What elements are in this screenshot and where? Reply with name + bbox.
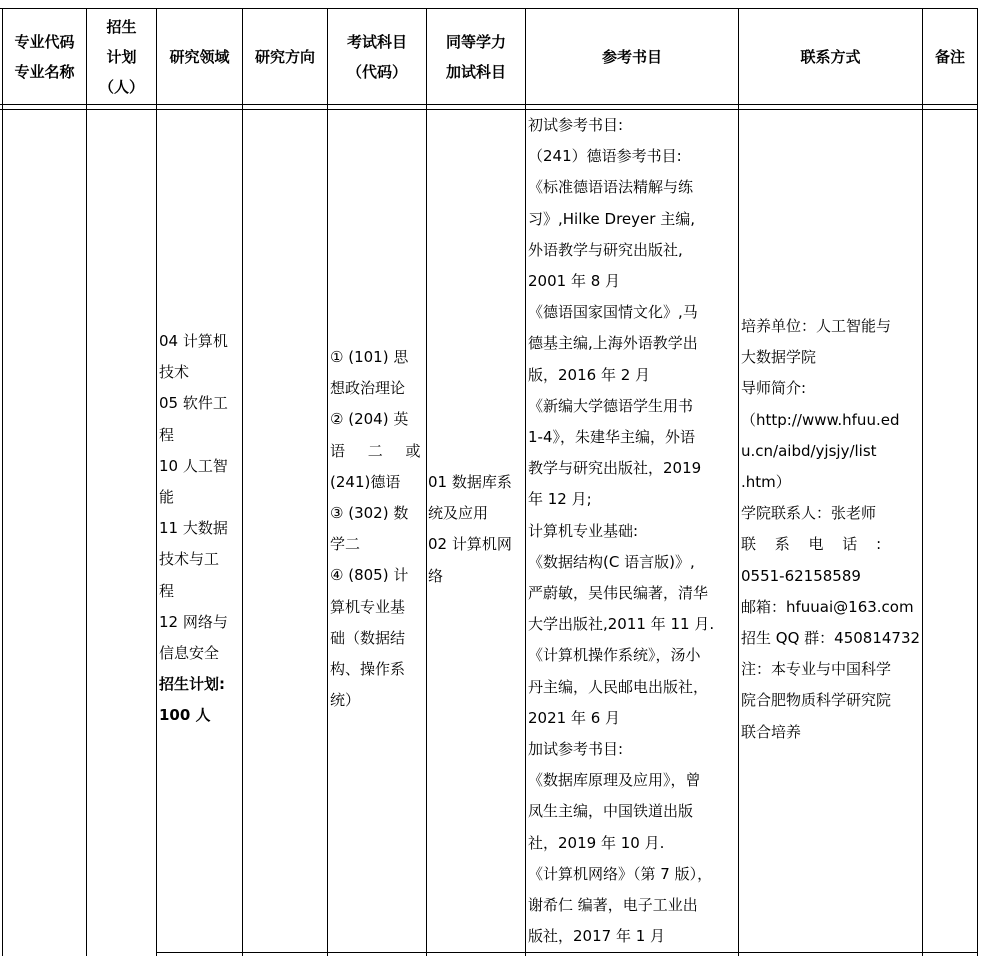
header-bottom-border bbox=[0, 104, 978, 105]
col-border-7 bbox=[738, 8, 739, 956]
contact-cell bbox=[741, 311, 921, 748]
header-equivalent bbox=[427, 9, 525, 104]
plan-label: 招生计划: bbox=[159, 675, 225, 694]
header-plan bbox=[87, 9, 156, 104]
contact-line: u.cn/aibd/yjsjy/list bbox=[741, 441, 877, 460]
equivalent-cell bbox=[428, 467, 524, 592]
exam-line: 学二 bbox=[330, 535, 361, 554]
book-line: 丹主编，人民邮电出版社， bbox=[528, 677, 709, 696]
field-line: 10 人工智 bbox=[159, 456, 228, 475]
book-line: 加试参考书目: bbox=[528, 740, 624, 759]
field-cell bbox=[159, 326, 241, 732]
equivalent-line: 统及应用 bbox=[428, 504, 489, 523]
book-line: 2001 年 8 月 bbox=[528, 272, 621, 291]
header-plan-line-3: （人） bbox=[98, 77, 144, 96]
book-line: 凤生主编，中国铁道出版 bbox=[528, 802, 694, 821]
header-contact-label: 联系方式 bbox=[800, 47, 861, 66]
book-line: 外语教学与研究出版社, bbox=[528, 240, 683, 259]
contact-line: .htm） bbox=[741, 473, 791, 492]
header-plan-line-1: 招生 bbox=[106, 17, 137, 36]
book-line: 计算机专业基础: bbox=[528, 521, 639, 540]
header-books-label: 参考书目 bbox=[601, 47, 662, 66]
col-border-6 bbox=[525, 8, 526, 956]
book-line: 习》,Hilke Dreyer 主编, bbox=[528, 209, 695, 228]
contact-line: 院合肥物质科学研究院 bbox=[741, 691, 892, 710]
field-line: 能 bbox=[159, 488, 175, 507]
field-line: 技术与工 bbox=[159, 550, 220, 569]
exam-line: ④ (805) 计 bbox=[330, 566, 409, 585]
col-border-1 bbox=[86, 8, 87, 956]
book-line: 版社，2017 年 1 月 bbox=[528, 927, 666, 946]
header-field bbox=[157, 9, 242, 104]
book-line: 德基主编,上海外语教学出 bbox=[528, 334, 698, 353]
exam-line: 础（数据结 bbox=[330, 628, 406, 647]
header-equivalent-line-1: 同等学力 bbox=[445, 32, 506, 51]
header-direction bbox=[243, 9, 327, 104]
contact-line: 大数据学院 bbox=[741, 348, 817, 367]
col-border-9 bbox=[977, 8, 978, 956]
field-line: 05 软件工 bbox=[159, 394, 228, 413]
header-exam-line-1: 考试科目 bbox=[346, 32, 407, 51]
header-code-name-line-2: 专业名称 bbox=[14, 62, 75, 81]
book-line: 《数据库原理及应用》，曾 bbox=[528, 771, 701, 790]
field-line: 技术 bbox=[159, 363, 190, 382]
contact-line: 招生 QQ 群：450814732 bbox=[741, 629, 921, 648]
exam-line: 构、操作系 bbox=[330, 660, 406, 679]
exam-line: 统） bbox=[330, 691, 361, 710]
col-border-8 bbox=[922, 8, 923, 956]
header-remark-label: 备注 bbox=[934, 47, 965, 66]
contact-line: 联合培养 bbox=[741, 722, 802, 741]
exam-line: 想政治理论 bbox=[330, 379, 406, 398]
book-line: 大学出版社,2011 年 11 月. bbox=[528, 615, 715, 634]
book-line: 严蔚敏，吴伟民编著，清华 bbox=[528, 584, 709, 603]
field-line: 程 bbox=[159, 425, 175, 444]
header-remark bbox=[923, 9, 977, 104]
equivalent-line: 02 计算机网 bbox=[428, 535, 512, 554]
header-contact bbox=[739, 9, 922, 104]
contact-line: 培养单位：人工智能与 bbox=[741, 317, 892, 335]
contact-line: （http://www.hfuu.ed bbox=[741, 410, 900, 429]
exam-line: (241)德语 bbox=[330, 472, 401, 491]
book-line: 年 12 月; bbox=[528, 490, 592, 509]
header-books bbox=[526, 9, 738, 104]
exam-line: 算机专业基 bbox=[330, 597, 406, 616]
field-line: 12 网络与 bbox=[159, 612, 228, 631]
header-plan-line-2: 计划 bbox=[106, 47, 137, 66]
book-line: 《德语国家国情文化》,马 bbox=[528, 303, 698, 322]
header-equivalent-line-2: 加试科目 bbox=[445, 62, 506, 81]
exam-cell bbox=[330, 342, 424, 716]
book-line: 初试参考书目: bbox=[528, 116, 624, 134]
contact-line: 0551-62158589 bbox=[741, 566, 861, 585]
exam-line: 语 二 或 bbox=[330, 441, 421, 460]
book-line: 《新编大学德语学生用书 bbox=[528, 396, 694, 415]
header-code-name bbox=[3, 9, 86, 104]
contact-line: 联 系 电 话 : bbox=[741, 535, 882, 554]
header-bottom-border-2 bbox=[0, 109, 978, 110]
exam-line: ③ (302) 数 bbox=[330, 504, 409, 523]
book-line: 《标准德语语法精解与练 bbox=[528, 178, 694, 197]
header-code-name-line-1: 专业代码 bbox=[14, 32, 75, 51]
contact-line: 注：本专业与中国科学 bbox=[741, 660, 892, 679]
col-border-2 bbox=[156, 8, 157, 956]
contact-line: 学院联系人：张老师 bbox=[741, 504, 877, 523]
field-line: 信息安全 bbox=[159, 644, 220, 663]
exam-line: ② (204) 英 bbox=[330, 410, 409, 429]
book-line: 《数据结构(C 语言版)》, bbox=[528, 552, 695, 571]
col-border-4 bbox=[327, 8, 328, 956]
header-exam bbox=[328, 9, 426, 104]
contact-line: 邮箱：hfuuai@163.com bbox=[741, 597, 914, 616]
equivalent-line: 络 bbox=[428, 566, 444, 585]
book-line: 1-4》，朱建华主编，外语 bbox=[528, 428, 696, 447]
exam-line: ① (101) 思 bbox=[330, 348, 409, 366]
col-border-5 bbox=[426, 8, 427, 956]
plan-value: 100 人 bbox=[159, 706, 211, 725]
field-line: 04 计算机 bbox=[159, 332, 228, 350]
header-direction-label: 研究方向 bbox=[254, 47, 315, 66]
header-field-label: 研究领域 bbox=[169, 47, 230, 66]
book-line: 《计算机操作系统》，汤小 bbox=[528, 646, 701, 665]
field-line: 程 bbox=[159, 581, 175, 600]
field-line: 11 大数据 bbox=[159, 519, 228, 538]
equivalent-line: 01 数据库系 bbox=[428, 473, 512, 491]
header-exam-line-2: （代码） bbox=[346, 62, 407, 81]
col-border-0 bbox=[2, 8, 3, 956]
book-line: 2021 年 6 月 bbox=[528, 708, 621, 727]
book-line: 教学与研究出版社，2019 bbox=[528, 459, 702, 478]
book-line: 谢希仁 编著，电子工业出 bbox=[528, 896, 698, 915]
books-cell bbox=[528, 110, 736, 952]
contact-line: 导师简介: bbox=[741, 379, 807, 398]
col-border-3 bbox=[242, 8, 243, 956]
book-line: 版，2016 年 2 月 bbox=[528, 365, 651, 384]
book-line: 《计算机网络》（第 7 版）， bbox=[528, 864, 713, 883]
book-line: （241）德语参考书目: bbox=[528, 147, 682, 166]
book-line: 社，2019 年 10 月. bbox=[528, 833, 665, 852]
